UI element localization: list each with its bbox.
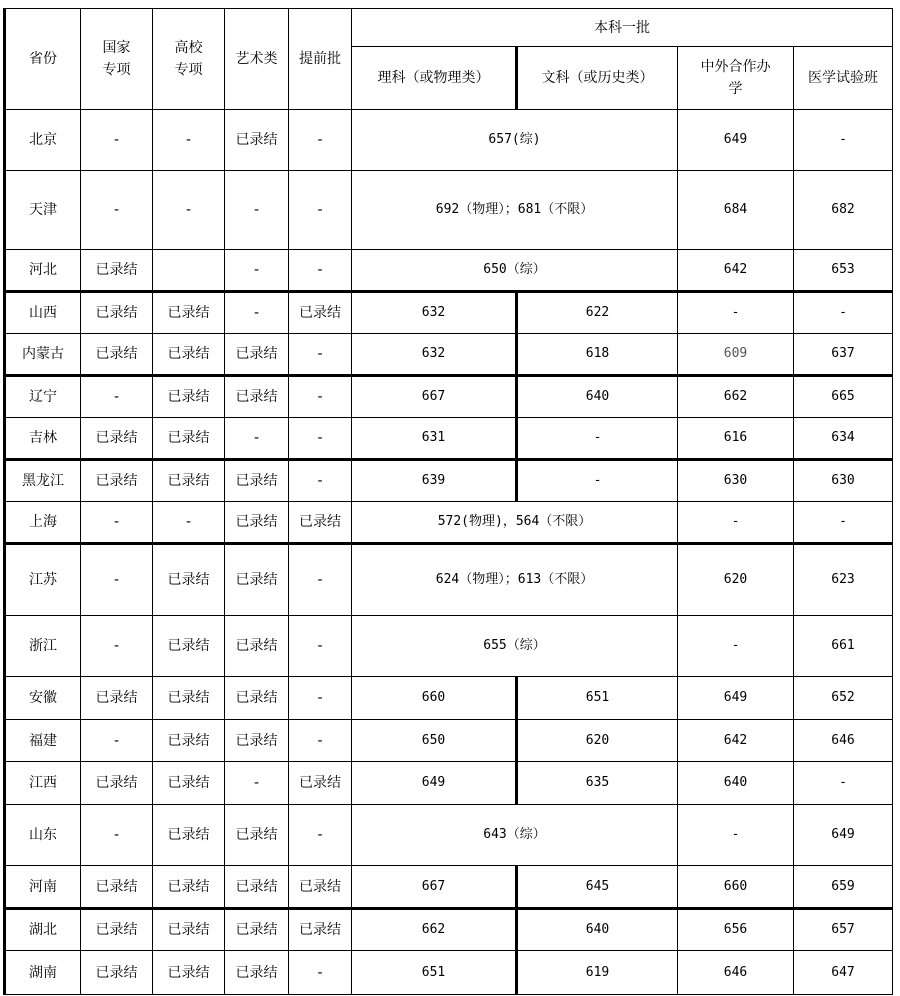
university-cell: 已录结 xyxy=(153,951,225,995)
national-cell: 已录结 xyxy=(81,334,153,376)
sino-cell: 649 xyxy=(678,677,794,720)
early-cell: - xyxy=(289,110,352,171)
national-cell: 已录结 xyxy=(81,677,153,720)
early-cell: 已录结 xyxy=(289,866,352,909)
liberal-cell: 635 xyxy=(517,762,678,805)
early-cell: - xyxy=(289,720,352,762)
university-cell: 已录结 xyxy=(153,544,225,616)
early-cell: - xyxy=(289,334,352,376)
sino-cell: 684 xyxy=(678,171,794,250)
university-cell: 已录结 xyxy=(153,292,225,334)
arts-cell: 已录结 xyxy=(225,616,289,677)
medical-cell: 630 xyxy=(794,460,893,502)
header-science: 理科（或物理类） xyxy=(352,47,517,110)
national-cell: 已录结 xyxy=(81,250,153,292)
header-arts: 艺术类 xyxy=(225,9,289,110)
sino-cell: - xyxy=(678,502,794,544)
arts-cell: - xyxy=(225,171,289,250)
science-cell: 650 xyxy=(352,720,517,762)
early-cell: 已录结 xyxy=(289,762,352,805)
liberal-cell: 618 xyxy=(517,334,678,376)
early-cell: 已录结 xyxy=(289,502,352,544)
university-cell: 已录结 xyxy=(153,805,225,866)
province-cell: 湖南 xyxy=(5,951,81,995)
table-row xyxy=(5,677,893,720)
liberal-cell: 619 xyxy=(517,951,678,995)
table-row xyxy=(5,334,893,376)
early-cell: 已录结 xyxy=(289,292,352,334)
university-cell: - xyxy=(153,502,225,544)
medical-cell: - xyxy=(794,502,893,544)
medical-cell: 657 xyxy=(794,909,893,951)
sino-cell: 646 xyxy=(678,951,794,995)
university-cell: 已录结 xyxy=(153,376,225,418)
science-cell: 651 xyxy=(352,951,517,995)
table-row xyxy=(5,720,893,762)
early-cell: - xyxy=(289,951,352,995)
sino-cell: - xyxy=(678,805,794,866)
medical-cell: 637 xyxy=(794,334,893,376)
medical-cell: - xyxy=(794,292,893,334)
sino-cell: 609 xyxy=(678,334,794,376)
header-medical-pilot: 医学试验班 xyxy=(794,47,893,110)
arts-cell: - xyxy=(225,418,289,460)
province-cell: 江苏 xyxy=(5,544,81,616)
table-row xyxy=(5,110,893,171)
early-cell: 已录结 xyxy=(289,909,352,951)
table-row xyxy=(5,418,893,460)
header-national-special: 国家 专项 xyxy=(81,9,153,110)
province-cell: 天津 xyxy=(5,171,81,250)
national-cell: - xyxy=(81,544,153,616)
university-cell: - xyxy=(153,171,225,250)
arts-cell: 已录结 xyxy=(225,376,289,418)
national-cell: - xyxy=(81,720,153,762)
arts-cell: - xyxy=(225,292,289,334)
province-cell: 上海 xyxy=(5,502,81,544)
medical-cell: 646 xyxy=(794,720,893,762)
national-cell: 已录结 xyxy=(81,951,153,995)
province-cell: 山东 xyxy=(5,805,81,866)
university-cell: 已录结 xyxy=(153,460,225,502)
arts-cell: 已录结 xyxy=(225,720,289,762)
sino-cell: 616 xyxy=(678,418,794,460)
early-cell: - xyxy=(289,460,352,502)
national-cell: 已录结 xyxy=(81,866,153,909)
header-liberal-arts: 文科（或历史类） xyxy=(517,47,678,110)
sino-cell: 656 xyxy=(678,909,794,951)
table-row xyxy=(5,292,893,334)
arts-cell: 已录结 xyxy=(225,909,289,951)
merged-score-cell: 643（综） xyxy=(352,805,678,866)
province-cell: 河北 xyxy=(5,250,81,292)
province-cell: 内蒙古 xyxy=(5,334,81,376)
medical-cell: 659 xyxy=(794,866,893,909)
province-cell: 安徽 xyxy=(5,677,81,720)
medical-cell: - xyxy=(794,762,893,805)
early-cell: - xyxy=(289,805,352,866)
science-cell: 660 xyxy=(352,677,517,720)
medical-cell: - xyxy=(794,110,893,171)
medical-cell: 665 xyxy=(794,376,893,418)
province-cell: 北京 xyxy=(5,110,81,171)
table-row xyxy=(5,616,893,677)
university-cell: 已录结 xyxy=(153,418,225,460)
national-cell: - xyxy=(81,616,153,677)
science-cell: 632 xyxy=(352,334,517,376)
table-row xyxy=(5,544,893,616)
national-cell: - xyxy=(81,171,153,250)
table-row xyxy=(5,805,893,866)
arts-cell: 已录结 xyxy=(225,334,289,376)
merged-score-cell: 657(综) xyxy=(352,110,678,171)
medical-cell: 653 xyxy=(794,250,893,292)
arts-cell: 已录结 xyxy=(225,951,289,995)
province-cell: 山西 xyxy=(5,292,81,334)
liberal-cell: 645 xyxy=(517,866,678,909)
sino-cell: 640 xyxy=(678,762,794,805)
header-early-batch: 提前批 xyxy=(289,9,352,110)
table-row xyxy=(5,250,893,292)
header-province: 省份 xyxy=(5,9,81,110)
liberal-cell: 620 xyxy=(517,720,678,762)
national-cell: 已录结 xyxy=(81,460,153,502)
liberal-cell: 640 xyxy=(517,376,678,418)
liberal-cell: - xyxy=(517,418,678,460)
sino-cell: 662 xyxy=(678,376,794,418)
science-cell: 662 xyxy=(352,909,517,951)
header-sino-foreign: 中外合作办 学 xyxy=(678,47,794,110)
sino-cell: 642 xyxy=(678,250,794,292)
science-cell: 632 xyxy=(352,292,517,334)
arts-cell: - xyxy=(225,250,289,292)
province-cell: 福建 xyxy=(5,720,81,762)
medical-cell: 682 xyxy=(794,171,893,250)
national-cell: - xyxy=(81,376,153,418)
university-cell: 已录结 xyxy=(153,762,225,805)
national-cell: 已录结 xyxy=(81,418,153,460)
university-cell: 已录结 xyxy=(153,616,225,677)
table-row xyxy=(5,909,893,951)
national-cell: - xyxy=(81,502,153,544)
arts-cell: 已录结 xyxy=(225,805,289,866)
science-cell: 631 xyxy=(352,418,517,460)
university-cell: - xyxy=(153,110,225,171)
sino-cell: 630 xyxy=(678,460,794,502)
early-cell: - xyxy=(289,171,352,250)
early-cell: - xyxy=(289,677,352,720)
university-cell xyxy=(153,250,225,292)
merged-score-cell: 572(物理)，564（不限） xyxy=(352,502,678,544)
sino-cell: 620 xyxy=(678,544,794,616)
early-cell: - xyxy=(289,616,352,677)
header-university-special: 高校 专项 xyxy=(153,9,225,110)
arts-cell: 已录结 xyxy=(225,544,289,616)
early-cell: - xyxy=(289,418,352,460)
national-cell: 已录结 xyxy=(81,762,153,805)
national-cell: - xyxy=(81,805,153,866)
medical-cell: 652 xyxy=(794,677,893,720)
arts-cell: 已录结 xyxy=(225,502,289,544)
university-cell: 已录结 xyxy=(153,909,225,951)
science-cell: 667 xyxy=(352,866,517,909)
early-cell: - xyxy=(289,376,352,418)
sino-cell: 649 xyxy=(678,110,794,171)
arts-cell: 已录结 xyxy=(225,460,289,502)
sino-cell: - xyxy=(678,616,794,677)
province-cell: 黑龙江 xyxy=(5,460,81,502)
national-cell: - xyxy=(81,110,153,171)
admission-scores-table xyxy=(3,8,893,995)
arts-cell: 已录结 xyxy=(225,866,289,909)
province-cell: 吉林 xyxy=(5,418,81,460)
province-cell: 浙江 xyxy=(5,616,81,677)
medical-cell: 661 xyxy=(794,616,893,677)
merged-score-cell: 624（物理）；613（不限） xyxy=(352,544,678,616)
arts-cell: 已录结 xyxy=(225,110,289,171)
table-row xyxy=(5,376,893,418)
national-cell: 已录结 xyxy=(81,909,153,951)
liberal-cell: 640 xyxy=(517,909,678,951)
university-cell: 已录结 xyxy=(153,866,225,909)
table-row xyxy=(5,502,893,544)
medical-cell: 647 xyxy=(794,951,893,995)
sino-cell: - xyxy=(678,292,794,334)
table-row xyxy=(5,460,893,502)
university-cell: 已录结 xyxy=(153,334,225,376)
sino-cell: 642 xyxy=(678,720,794,762)
early-cell: - xyxy=(289,544,352,616)
sino-cell: 660 xyxy=(678,866,794,909)
science-cell: 639 xyxy=(352,460,517,502)
header-first-batch: 本科一批 xyxy=(352,9,893,47)
table-row xyxy=(5,951,893,995)
university-cell: 已录结 xyxy=(153,677,225,720)
medical-cell: 623 xyxy=(794,544,893,616)
national-cell: 已录结 xyxy=(81,292,153,334)
province-cell: 湖北 xyxy=(5,909,81,951)
table-row xyxy=(5,762,893,805)
medical-cell: 649 xyxy=(794,805,893,866)
liberal-cell: - xyxy=(517,460,678,502)
merged-score-cell: 655（综） xyxy=(352,616,678,677)
science-cell: 649 xyxy=(352,762,517,805)
university-cell: 已录结 xyxy=(153,720,225,762)
arts-cell: - xyxy=(225,762,289,805)
table-row xyxy=(5,171,893,250)
merged-score-cell: 692（物理）；681（不限） xyxy=(352,171,678,250)
medical-cell: 634 xyxy=(794,418,893,460)
merged-score-cell: 650（综） xyxy=(352,250,678,292)
liberal-cell: 651 xyxy=(517,677,678,720)
province-cell: 江西 xyxy=(5,762,81,805)
province-cell: 辽宁 xyxy=(5,376,81,418)
table-row xyxy=(5,866,893,909)
province-cell: 河南 xyxy=(5,866,81,909)
science-cell: 667 xyxy=(352,376,517,418)
liberal-cell: 622 xyxy=(517,292,678,334)
arts-cell: 已录结 xyxy=(225,677,289,720)
early-cell: - xyxy=(289,250,352,292)
